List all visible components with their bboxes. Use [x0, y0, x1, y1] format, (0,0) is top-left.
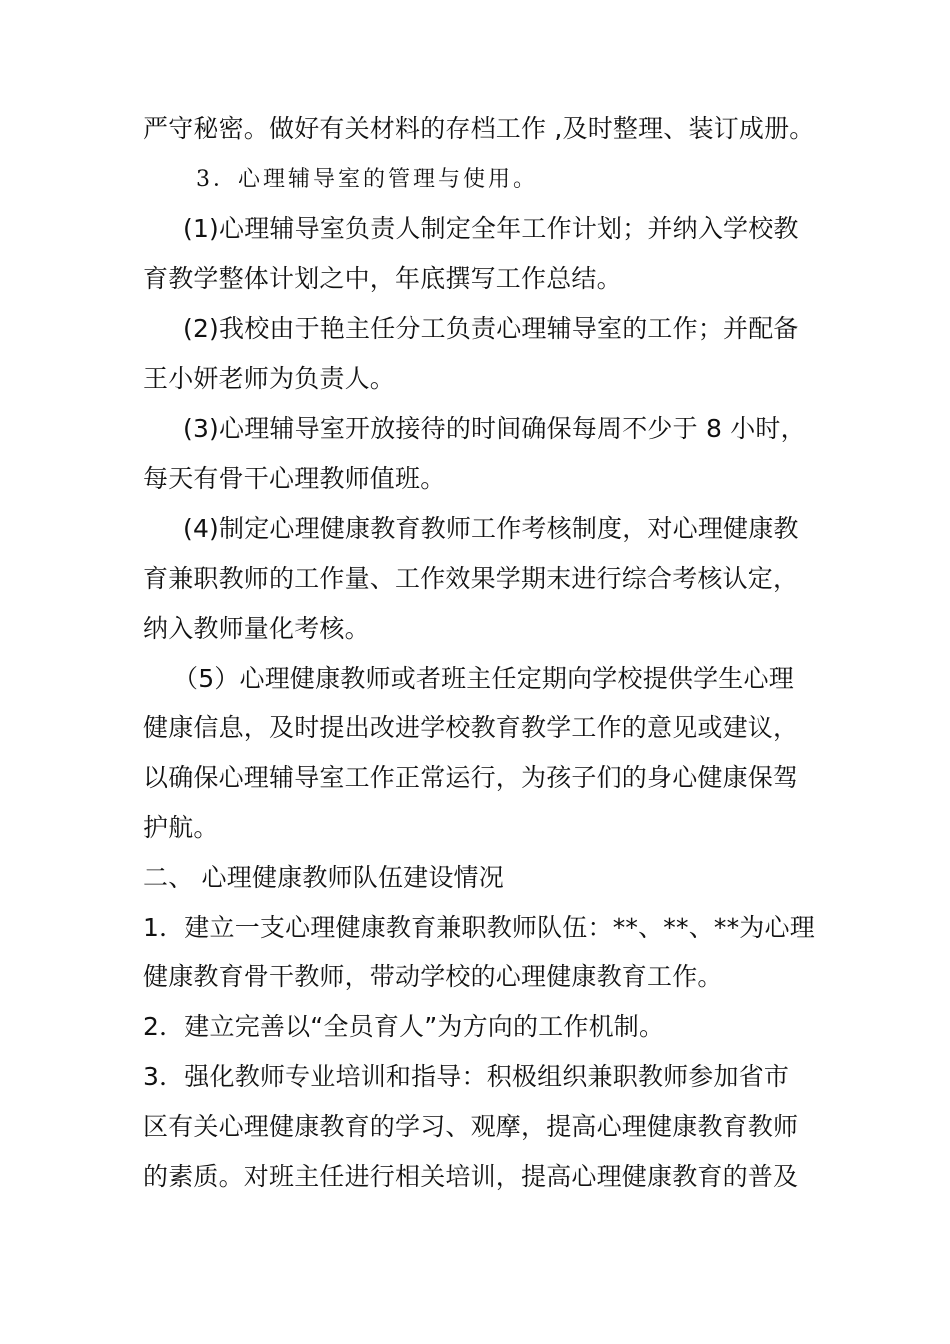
text-line: (4)制定心理健康教育教师工作考核制度，对心理健康教: [183, 514, 799, 543]
text-line: 2．建立完善以“全员育人”为方向的工作机制。: [143, 1012, 665, 1041]
text-line: 每天有骨干心理教师值班。: [143, 464, 446, 493]
text-line: 健康教育骨干教师，带动学校的心理健康教育工作。: [143, 962, 723, 991]
text-line: 以确保心理辅导室工作正常运行，为孩子们的身心健康保驾: [143, 763, 799, 792]
text-line: (3)心理辅导室开放接待的时间确保每周不少于 8 小时，: [183, 414, 806, 443]
section-heading: 3．心理辅导室的管理与使用。: [196, 167, 538, 192]
text-line: 健康信息，及时提出改进学校教育教学工作的意见或建议，: [143, 713, 799, 742]
section-heading: 二、 心理健康教师队伍建设情况: [143, 863, 504, 892]
text-line: 育兼职教师的工作量、工作效果学期末进行综合考核认定，: [143, 564, 799, 593]
text-line: 区有关心理健康教育的学习、观摩，提高心理健康教育教师: [143, 1112, 799, 1141]
text-line: 护航。: [143, 813, 219, 842]
text-line: 1．建立一支心理健康教育兼职教师队伍：**、**、**为心理: [143, 913, 815, 942]
text-line: 严守秘密。做好有关材料的存档工作 ,及时整理、装订成册。: [143, 114, 815, 143]
text-line: （5）心理健康教师或者班主任定期向学校提供学生心理: [173, 664, 794, 693]
text-line: 的素质。对班主任进行相关培训，提高心理健康教育的普及: [143, 1162, 799, 1191]
text-line: (1)心理辅导室负责人制定全年工作计划；并纳入学校教: [183, 214, 799, 243]
text-line: (2)我校由于艳主任分工负责心理辅导室的工作；并配备: [183, 314, 799, 343]
text-line: 王小妍老师为负责人。: [143, 364, 396, 393]
text-line: 育教学整体计划之中，年底撰写工作总结。: [143, 264, 622, 293]
text-line: 3．强化教师专业培训和指导：积极组织兼职教师参加省市: [143, 1062, 790, 1091]
text-line: 纳入教师量化考核。: [143, 614, 370, 643]
